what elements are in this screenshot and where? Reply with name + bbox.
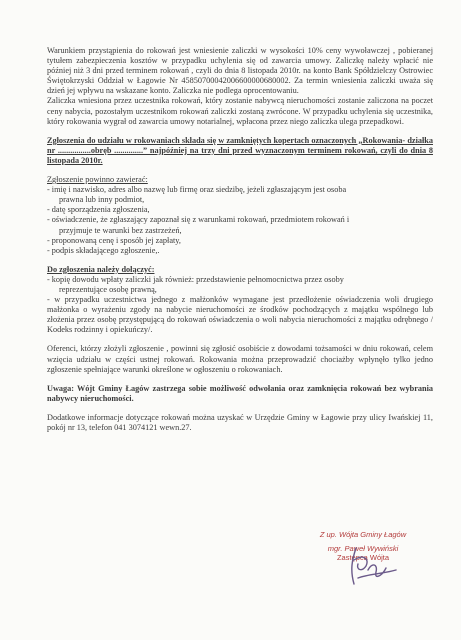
list-item: - proponowaną cenę i sposób jej zapłaty, [47,235,181,245]
paragraph-notice: Uwaga: Wójt Gminy Łagów zastrzega sobie możliwość odwołania oraz zamknięcia rokowań bez wybrania nabywcy nieruchomości. [47,383,433,403]
stamp-line-name: mgr. Paweł Wywiński [327,543,399,553]
stamp-line-authority: Z up. Wójta Gminy Łagów [319,530,407,539]
list-item: - imię i nazwisko, adres albo nazwę lub firmę oraz siedzibę, jeżeli zgłaszającym jest osoba [47,185,347,195]
heading-application-contents: Zgłoszenie powinno zawierać: [47,175,148,185]
paragraph-deposit-terms: Warunkiem przystąpienia do rokowań jest wniesienie zaliczki w wysokości 10% ceny wywoławczej , pobieranej tytułem zabezpieczenia kosztów w przypadku uchylenia się od zawarcia umowy. Zaliczkę należy wpłacić nie później niż 3 dni przed terminem rokowań , czyli do dnia 8 listopada 2010r. na konto Bank Spółdzielczy Ostrowiec Świętokrzyski Oddział w Łagowie Nr 45850700042006600000680002. Za termin wniesienia zaliczki uważa się dzień jej wpływu na wskazane konto. Zaliczka nie podlega oprocentowaniu. [47,46,433,96]
document-body [47,46,433,433]
paragraph-bidders: Oferenci, którzy złożyli zgłoszenie , powinni się zgłosić osobiście z dowodami tożsamości w dniu rokowań, celem wzięcia udziału w części ustnej rokowań. Rokowania można przeprowadzić chociażby wpłynęło tylko jedno zgłoszenie spełniające warunki określone w ogłoszeniu o rokowaniach. [47,344,433,374]
list-attachments [47,275,433,336]
list-item: przyjmuje te warunki bez zastrzeżeń, [59,225,182,235]
heading-attachments: Do zgłoszenia należy dołączyć: [47,264,155,274]
paragraph-contact-info: Dodatkowe informacje dotyczące rokowań można uzyskać w Urzędzie Gminy w Łagowie przy ulicy Iwańskiej 11, pokój nr 13, telefon 041 3074121 wewn.27. [47,412,433,432]
paragraph-submission-deadline: Zgłoszenia do udziału w rokowaniach składa się w zamkniętych kopertach oznaczonych „Rokowania- działka nr ................obręb ..............” najpóźniej na trzy dni przed wyznaczonym terminem rokowań, czyli do dnia 8 listopada 2010r. [47,135,433,165]
list-item: - kopię dowodu wpłaty zaliczki jak również: przedstawienie pełnomocnictwa przez osoby [47,274,344,284]
list-item: prawna lub inny podmiot, [59,195,145,205]
list-item: - podpis składającego zgłoszenie,. [47,245,160,255]
stamp-line-title: Zastępca Wójta [336,553,390,562]
list-application-contents [47,185,433,256]
handwritten-signature [338,540,408,590]
list-item: reprezentujące osobę prawną, [59,284,157,294]
list-item: - oświadczenie, że zgłaszający zapoznał się z warunkami rokowań, przedmiotem rokowań i [47,215,350,225]
list-item: - datę sporządzenia zgłoszenia, [47,205,150,215]
paragraph-deposit-refund: Zaliczka wniesiona przez uczestnika rokowań, który zostanie nabywcą nieruchomości zostanie zaliczona na poczet ceny nabycia, pozostałym uczestnikom rokowań zaliczki zostaną zwrócone. W przypadku uchylenia się uczestnika, który rokowania wygrał od zawarcia umowy notarialnej, wpłacona przez niego zaliczka ulega przepadkowi. [47,96,433,126]
list-item: - w przypadku uczestnictwa jednego z małżonków wymagane jest przedłożenie oświadczenia woli drugiego małżonka o wyrażeniu zgody na nabycie nieruchomości ze środków pochodzących z majątku wspólnego lub złożenia przez osobę przystępującą do rokowań oświadczenia o woli nabycia nieruchomości z majątku odrębnego / Kodeks rodzinny i opiekuńczy/. [47,295,433,335]
